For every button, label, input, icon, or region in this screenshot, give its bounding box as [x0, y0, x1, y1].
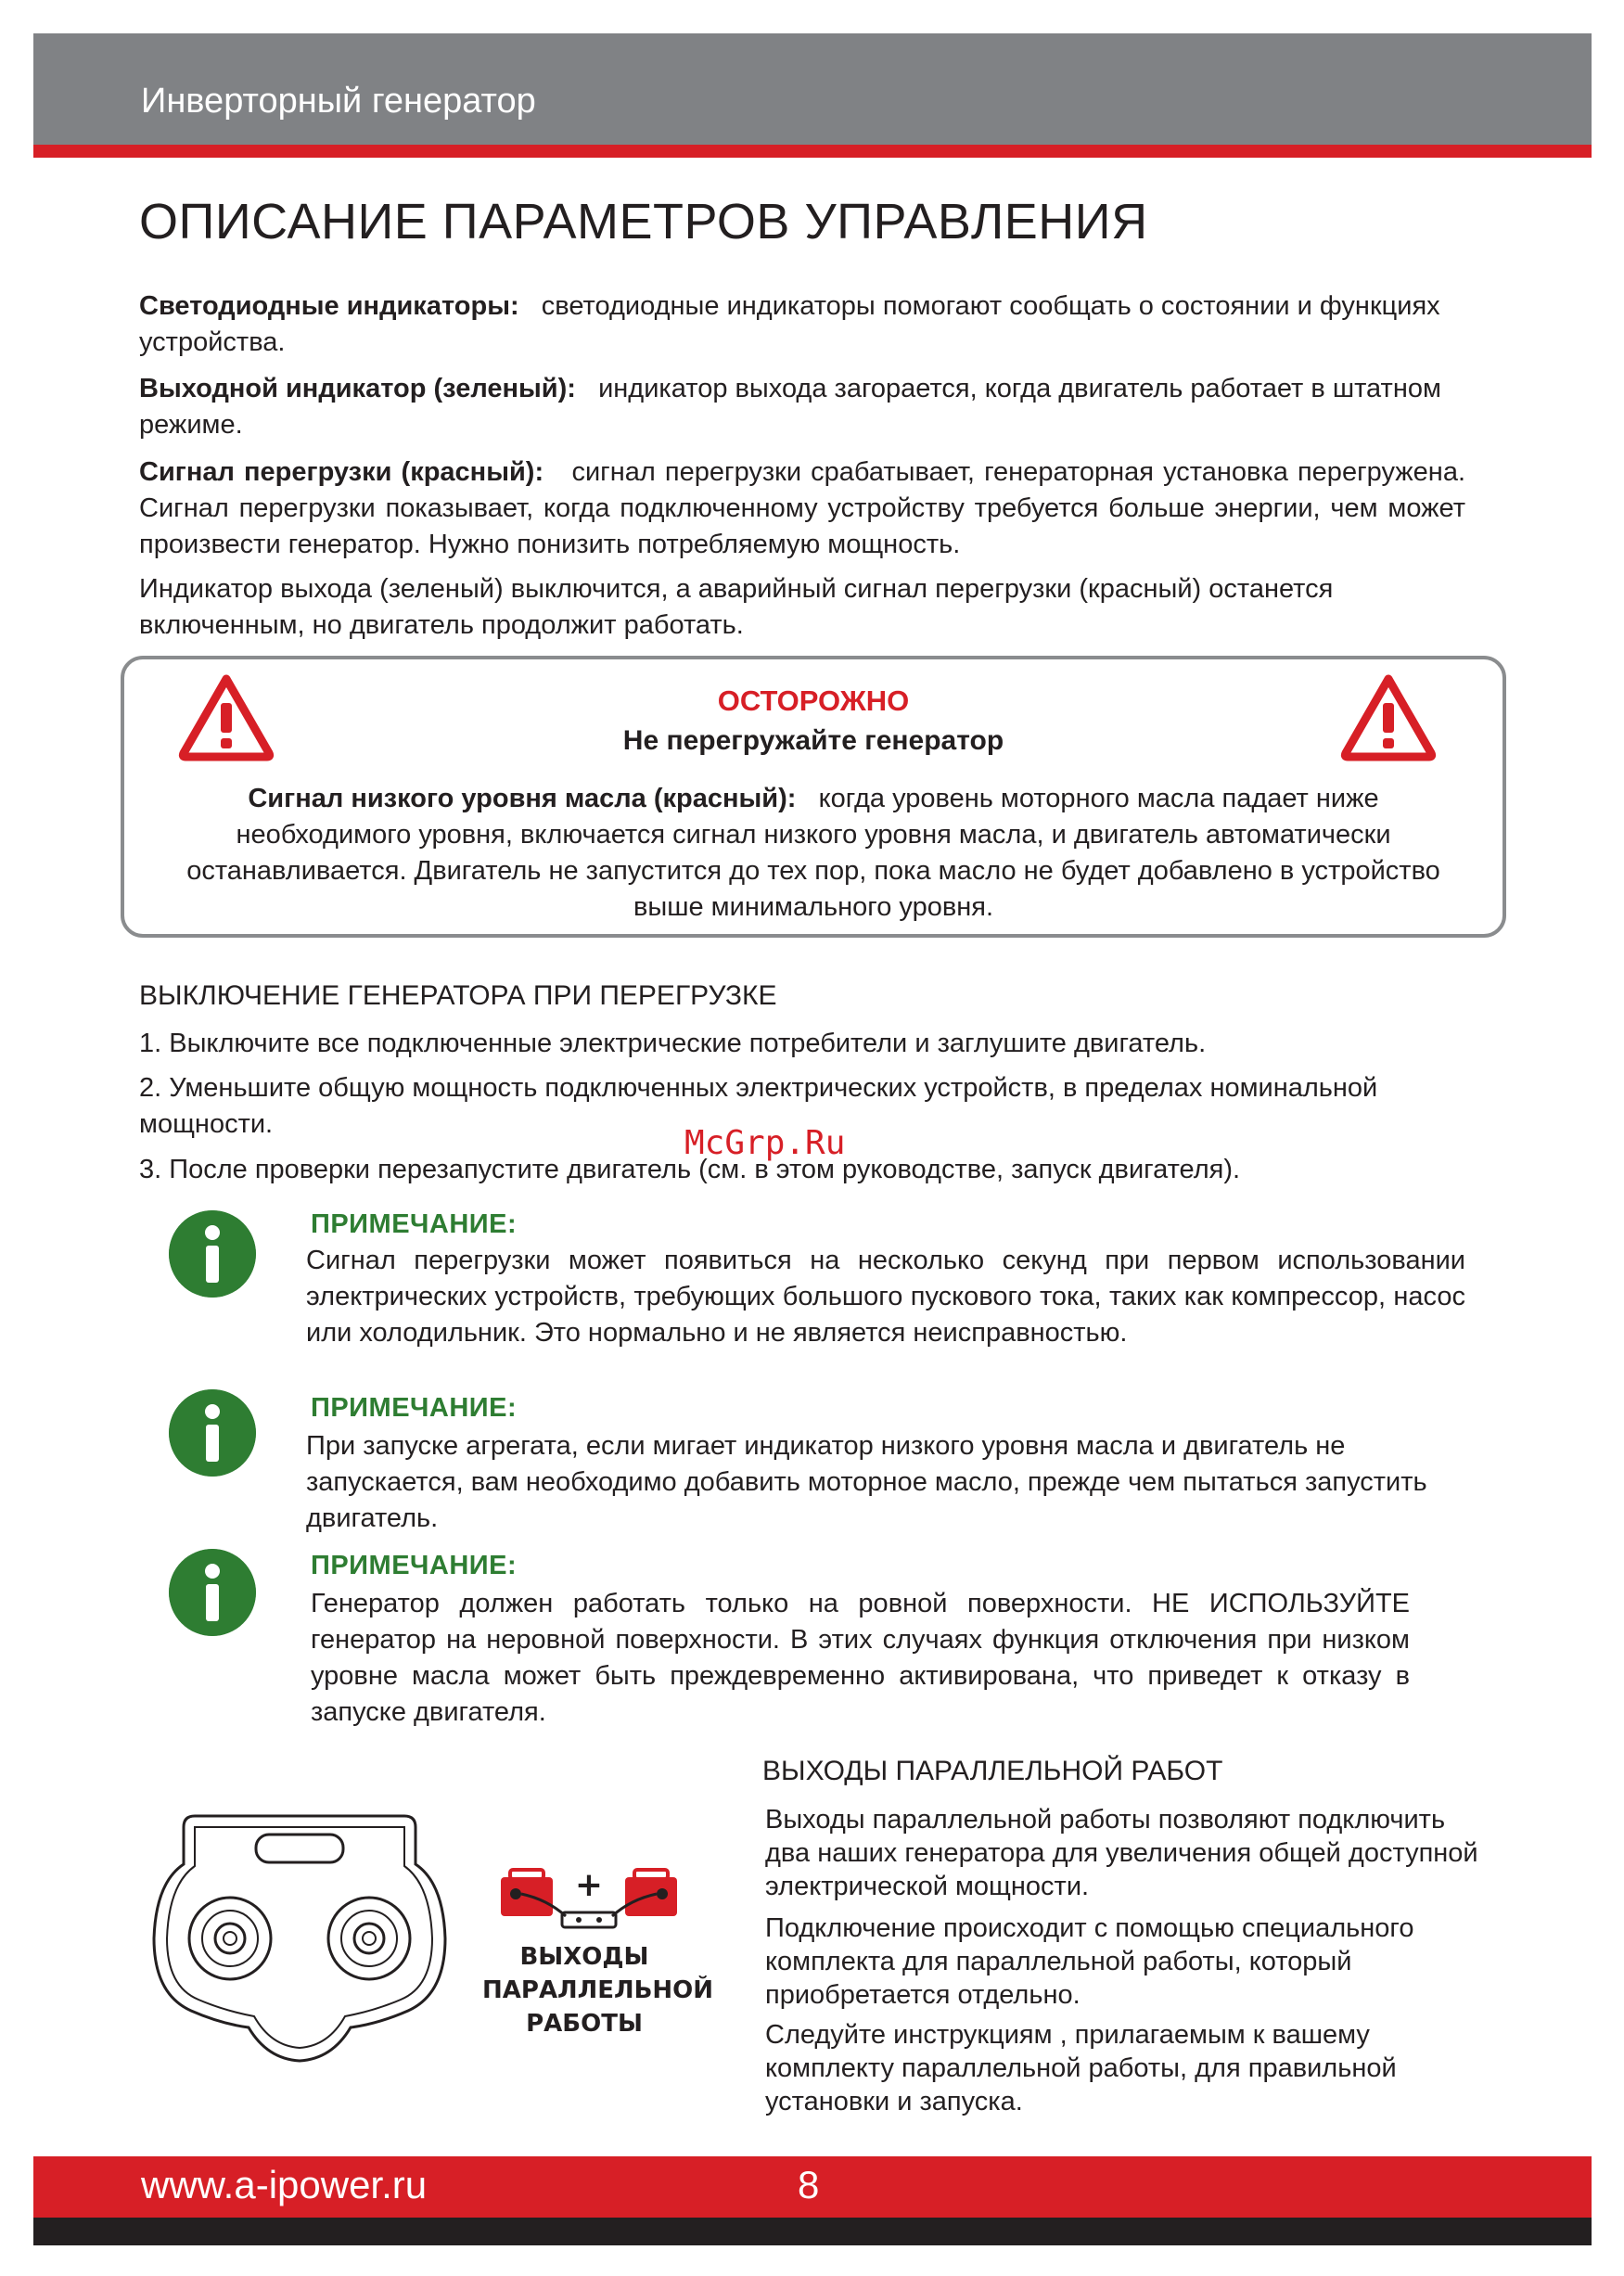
intro-output-indicator — [139, 371, 1465, 443]
note-text: При запуске агрегата, если мигает индикатор низкого уровня масла и двигатель не запускается, вам необходимо добавить моторное масло, прежде чем пытаться запустить двигатель. — [306, 1431, 1427, 1533]
intro-overload-text: сигнал перегрузки срабатывает, генераторная установка перегружена. Сигнал перегрузки показывает, когда подключенному устройству требуется больше энергии, чем может произвести генератор. Нужно понизить потребляемую мощность. — [139, 457, 1466, 559]
overload-step: 3. После проверки перезапустите двигатель (см. в этом руководстве, запуск двигателя). — [139, 1155, 1241, 1184]
caution-text: когда уровень моторного масла падает ниже необходимого уровня, включается сигнал низкого уровня масла, и двигатель автоматически останавливается. Двигатель не запустится до тех пор, пока масло не будет добавлено в устройство выше минимального уровня. — [186, 784, 1440, 922]
intro-output-off-text: Индикатор выхода (зеленый) выключится, а аварийный сигнал перегрузки (красный) останется включенным, но двигатель продолжит работать. — [139, 574, 1334, 640]
caution-label: Сигнал низкого уровня масла (красный): — [248, 784, 797, 813]
header-accent-stripe — [33, 145, 1592, 158]
parallel-generators-icon — [492, 1859, 686, 1935]
parallel-section-title: ВЫХОДЫ ПАРАЛЛЕЛЬНОЙ РАБОТ — [762, 1756, 1223, 1786]
parallel-outputs-label — [482, 1940, 714, 2040]
intro-overload-signal — [139, 454, 1465, 563]
info-icon — [169, 1389, 256, 1477]
note-label: ПРИМЕЧАНИЕ: — [311, 1209, 518, 1239]
note-text: Сигнал перегрузки может появиться на несколько секунд при первом использовании электрических устройств, требующих большого пускового тока, таких как компрессор, насос или холодильник. Это нормально и не является неисправностью. — [306, 1246, 1465, 1348]
footer-dark-stripe — [33, 2218, 1592, 2245]
overload-section-title: ВЫКЛЮЧЕНИЕ ГЕНЕРАТОРА ПРИ ПЕРЕГРУЗКЕ — [139, 980, 777, 1011]
plus-sign: + — [574, 1866, 604, 1904]
intro-output-label: Выходной индикатор (зеленый): — [139, 374, 576, 403]
parallel-label-line: РАБОТЫ — [526, 2010, 643, 2038]
intro-led-text: светодиодные индикаторы помогают сообщать о состоянии и функциях устройства. — [139, 291, 1440, 357]
intro-output-off-note — [139, 571, 1465, 644]
parallel-label-line: ВЫХОДЫ — [519, 1943, 649, 1971]
intro-output-text: индикатор выхода загорается, когда двигатель работает в штатном режиме. — [139, 374, 1441, 440]
overload-step: 1. Выключите все подключенные электрические потребители и заглушите двигатель. — [139, 1029, 1207, 1058]
note-text: Генератор должен работать только на ровной поверхности. НЕ ИСПОЛЬЗУЙТЕ генератор на неровной поверхности. В этих случаях функция отключения при низком уровне масла может быть преждевременно активирована, что приведет к отказу в запуске двигателя. — [311, 1589, 1410, 1727]
parallel-paragraph: Подключение происходит с помощью специального комплекта для параллельной работы, который приобретается отдельно. — [765, 1913, 1414, 2010]
caution-subtitle: Не перегружайте генератор — [622, 725, 1004, 756]
page-title: ОПИСАНИЕ ПАРАМЕТРОВ УПРАВЛЕНИЯ — [139, 194, 1148, 249]
page-number: 8 — [798, 2163, 820, 2206]
intro-led-label: Светодиодные индикаторы: — [139, 291, 519, 321]
caution-title: ОСТОРОЖНО — [717, 684, 910, 717]
footer-website-link[interactable]: www.a-ipower.ru — [141, 2163, 428, 2206]
watermark: McGrp.Ru — [684, 1124, 846, 1162]
parallel-label-line: ПАРАЛЛЕЛЬНОЙ — [482, 1976, 714, 2004]
intro-overload-label: Сигнал перегрузки (красный): — [139, 457, 544, 487]
info-icon — [169, 1549, 256, 1636]
parallel-paragraph: Выходы параллельной работы позволяют подключить два наших генератора для увеличения общей доступной электрической мощности. — [765, 1805, 1478, 1901]
header-title: Инверторный генератор — [141, 82, 536, 121]
info-icon — [169, 1210, 256, 1298]
note-label: ПРИМЕЧАНИЕ: — [311, 1551, 518, 1580]
parallel-paragraph: Следуйте инструкциям , прилагаемым к вашему комплекту параллельной работы, для правильной установки и запуска. — [765, 2020, 1397, 2116]
caution-body — [185, 781, 1441, 926]
parallel-outputs-panel-illustration — [147, 1809, 453, 2068]
note-label: ПРИМЕЧАНИЕ: — [311, 1393, 518, 1423]
intro-led-indicators — [139, 288, 1465, 361]
overload-step: 2. Уменьшите общую мощность подключенных электрических устройств, в пределах номинальной мощности. — [139, 1073, 1378, 1139]
